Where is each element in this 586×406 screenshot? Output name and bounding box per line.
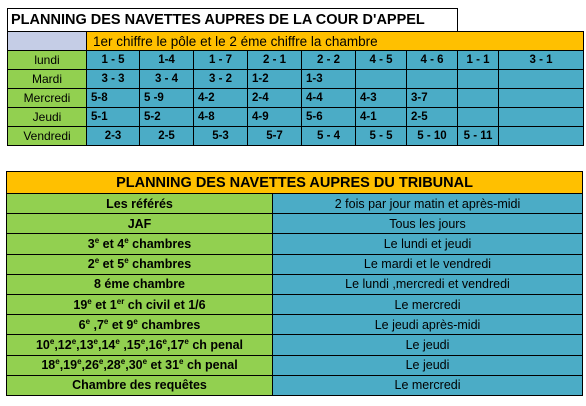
chamber-cell: 5-7	[248, 127, 302, 146]
chamber-cell: 4-8	[194, 108, 248, 127]
chamber-label: 2e et 5e chambres	[7, 254, 273, 274]
cour-appel-subtitle: 1er chiffre le pôle et le 2 éme chiffre la chambre	[87, 32, 584, 51]
chamber-cell: 1-2	[248, 70, 302, 89]
chamber-cell	[499, 70, 584, 89]
chamber-label: 10e,12e,13e,14e ,15e,16e,17e ch penal	[7, 335, 273, 355]
table-row	[7, 375, 583, 395]
cour-appel-subtitle-row	[8, 32, 584, 51]
chamber-cell: 2 - 1	[248, 51, 302, 70]
cour-appel-table	[7, 8, 584, 146]
chamber-cell: 2-3	[87, 127, 140, 146]
chamber-cell: 3 - 1	[499, 51, 584, 70]
table-row	[7, 294, 583, 314]
chamber-cell	[499, 108, 584, 127]
schedule-value: Le mardi et le vendredi	[273, 254, 583, 274]
cour-appel-title: PLANNING DES NAVETTES AUPRES DE LA COUR D'APPEL	[8, 9, 458, 32]
chamber-cell	[458, 70, 499, 89]
chamber-cell: 2 - 2	[302, 51, 356, 70]
chamber-cell: 5-1	[87, 108, 140, 127]
chamber-cell: 5 - 5	[356, 127, 407, 146]
chamber-cell: 4-3	[356, 89, 407, 108]
table-row	[7, 194, 583, 214]
chamber-cell: 1 - 7	[194, 51, 248, 70]
chamber-cell: 2-5	[140, 127, 194, 146]
chamber-cell: 3 - 4	[140, 70, 194, 89]
chamber-cell: 3 - 2	[194, 70, 248, 89]
tribunal-title: PLANNING DES NAVETTES AUPRES DU TRIBUNAL	[7, 172, 583, 194]
schedule-value: Tous les jours	[273, 214, 583, 234]
chamber-cell: 5-6	[302, 108, 356, 127]
chamber-cell	[499, 127, 584, 146]
schedule-value: Le mercredi	[273, 375, 583, 395]
chamber-cell: 5 - 11	[458, 127, 499, 146]
schedule-value: Le lundi et jeudi	[273, 234, 583, 254]
chamber-cell: 5-3	[194, 127, 248, 146]
chamber-label: Chambre des requêtes	[7, 375, 273, 395]
chamber-cell: 4-4	[302, 89, 356, 108]
chamber-cell: 5 - 10	[407, 127, 458, 146]
table-row	[8, 108, 584, 127]
table-row	[8, 127, 584, 146]
chamber-cell: 4-1	[356, 108, 407, 127]
chamber-cell: 3-7	[407, 89, 458, 108]
table-row	[7, 274, 583, 294]
cour-appel-title-row	[8, 9, 584, 32]
chamber-cell: 5 - 4	[302, 127, 356, 146]
schedule-value: Le jeudi après-midi	[273, 315, 583, 335]
chamber-cell: 5 -9	[140, 89, 194, 108]
chamber-cell: 1 - 1	[458, 51, 499, 70]
chamber-cell: 4 - 5	[356, 51, 407, 70]
chamber-cell: 1 - 5	[87, 51, 140, 70]
chamber-cell	[499, 89, 584, 108]
chamber-label: 8 éme chambre	[7, 274, 273, 294]
table-row	[7, 234, 583, 254]
chamber-cell: 5-2	[140, 108, 194, 127]
chamber-cell: 3 - 3	[87, 70, 140, 89]
table-row	[8, 89, 584, 108]
day-cell: lundi	[8, 51, 87, 70]
schedule-value: 2 fois par jour matin et après-midi	[273, 194, 583, 214]
table-row	[7, 214, 583, 234]
chamber-cell: 4 - 6	[407, 51, 458, 70]
day-cell: Mercredi	[8, 89, 87, 108]
chamber-label: 18e,19e,26e,28e,30e et 31e ch penal	[7, 355, 273, 375]
schedule-value: Le mercredi	[273, 294, 583, 314]
chamber-cell	[458, 108, 499, 127]
chamber-cell	[356, 70, 407, 89]
chamber-label: Les référés	[7, 194, 273, 214]
chamber-label: JAF	[7, 214, 273, 234]
day-cell: Mardi	[8, 70, 87, 89]
chamber-cell: 4-2	[194, 89, 248, 108]
chamber-label: 6e ,7e et 9e chambres	[7, 315, 273, 335]
schedule-value: Le jeudi	[273, 335, 583, 355]
chamber-label: 19e et 1er ch civil et 1/6	[7, 294, 273, 314]
chamber-cell: 2-5	[407, 108, 458, 127]
table-row	[8, 70, 584, 89]
chamber-cell	[407, 70, 458, 89]
chamber-cell	[458, 89, 499, 108]
table-row	[7, 254, 583, 274]
schedule-value: Le jeudi	[273, 355, 583, 375]
header-corner-cell	[8, 32, 87, 51]
table-row	[7, 335, 583, 355]
tribunal-table	[6, 171, 583, 396]
chamber-cell: 1-4	[140, 51, 194, 70]
blank-cell	[458, 9, 584, 32]
chamber-cell: 1-3	[302, 70, 356, 89]
tribunal-title-row	[7, 172, 583, 194]
table-row	[8, 51, 584, 70]
table-row	[7, 355, 583, 375]
chamber-label: 3e et 4e chambres	[7, 234, 273, 254]
day-cell: Vendredi	[8, 127, 87, 146]
chamber-cell: 2-4	[248, 89, 302, 108]
chamber-cell: 5-8	[87, 89, 140, 108]
table-row	[7, 315, 583, 335]
schedule-value: Le lundi ,mercredi et vendredi	[273, 274, 583, 294]
chamber-cell: 4-9	[248, 108, 302, 127]
day-cell: Jeudi	[8, 108, 87, 127]
